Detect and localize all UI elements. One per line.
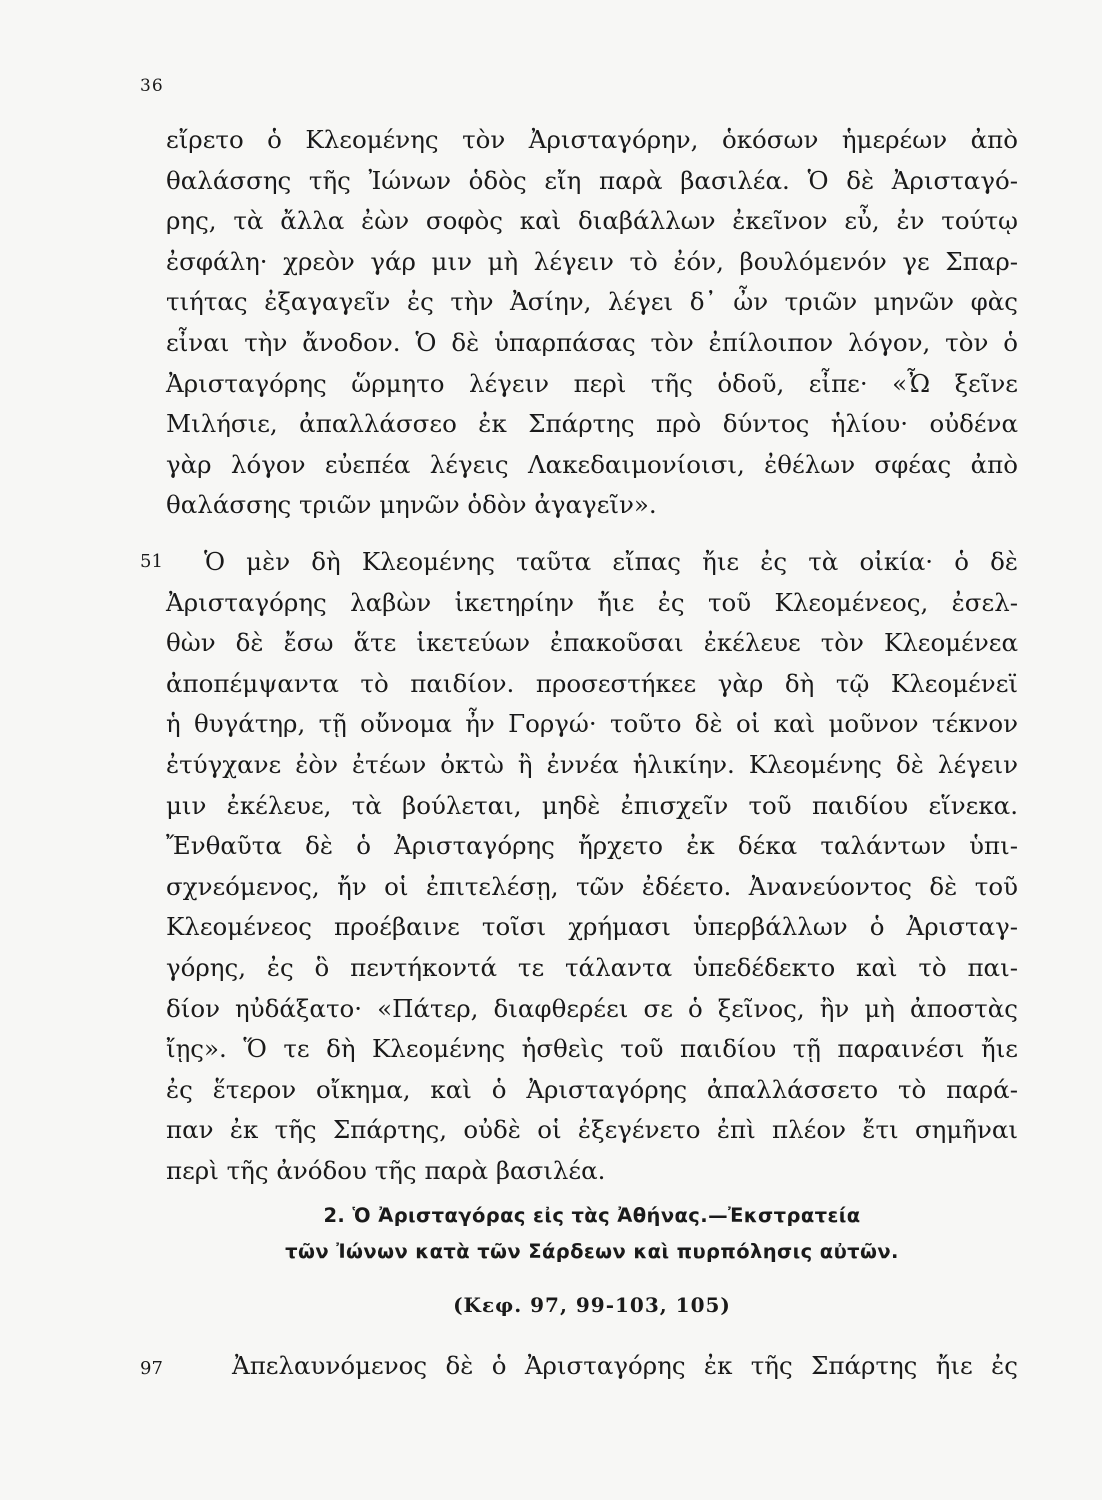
text-line: Ἀρισταγόρης ὥρμητο λέγειν περὶ τῆς ὁδοῦ, εἶπε· «Ὦ ξεῖνε xyxy=(166,368,1018,398)
chapter-reference: (Κεφ. 97, 99-103, 105) xyxy=(453,1293,731,1317)
text-line: Ἀρισταγόρης λαβὼν ἱκετηρίην ἤιε ἐς τοῦ Κλεομένεος, ἐσελ- xyxy=(166,587,1018,617)
text-line: εἶναι τὴν ἄνοδον. Ὁ δὲ ὑπαρπάσας τὸν ἐπίλοιπον λόγον, τὸν ὁ xyxy=(166,327,1018,357)
text-line: ἐτύγχανε ἐὸν ἐτέων ὀκτὼ ἢ ἐννέα ἡλικίην. Κλεομένης δὲ λέγειν xyxy=(166,749,1018,779)
text-line: ἴῃς». Ὅ τε δὴ Κλεομένης ἡσθεὶς τοῦ παιδίου τῇ παραινέσι ἤιε xyxy=(166,1034,1018,1064)
text-line: θαλάσσης τριῶν μηνῶν ὁδὸν ἀγαγεῖν». xyxy=(166,490,657,520)
text-line: εἴρετο ὁ Κλεομένης τὸν Ἀρισταγόρην, ὁκόσων ἡμερέων ἀπὸ xyxy=(166,125,1018,154)
text-line: μιν ἐκέλευε, τὰ βούλεται, μηδὲ ἐπισχεῖν τοῦ παιδίου εἵνεκα. xyxy=(166,790,1018,820)
text-line: γόρης, ἐς ὃ πεντήκοντά τε τάλαντα ὑπεδέδεκτο καὶ τὸ παι- xyxy=(166,952,1018,982)
text-line: Κλεομένεος προέβαινε τοῖσι χρήμασι ὑπερβάλλων ὁ Ἀρισταγ- xyxy=(166,912,1018,942)
paragraph-2 xyxy=(166,542,1018,1192)
text-line: ρης, τὰ ἄλλα ἐὼν σοφὸς καὶ διαβάλλων ἐκεῖνον εὖ, ἐν τούτῳ xyxy=(166,206,1018,236)
text-line: περὶ τῆς ἀνόδου τῆς παρὰ βασιλέα. xyxy=(166,1155,606,1185)
text-line: δίον ηὐδάξατο· «Πάτερ, διαφθερέει σε ὁ ξεῖνος, ἢν μὴ ἀποστὰς xyxy=(166,993,1018,1023)
page-number: 36 xyxy=(140,76,164,96)
chapter-margin-number: 51 xyxy=(140,551,163,572)
section-heading: 2. Ὁ Ἀρισταγόρας εἰς τὰς Ἀθήνας.—Ἐκστρατεία xyxy=(323,1204,861,1227)
paragraph-3 xyxy=(166,1346,1018,1387)
text-line: ἀποπέμψαντα τὸ παιδίον. προσεστήκεε γὰρ δὴ τῷ Κλεομένεϊ xyxy=(166,668,1018,698)
text-line: θὼν δὲ ἔσω ἅτε ἱκετεύων ἐπακοῦσαι ἐκέλευε τὸν Κλεομένεα xyxy=(166,628,1018,658)
text-line: σχνεόμενος, ἤν οἱ ἐπιτελέσῃ, τῶν ἐδέετο. Ἀνανεύοντος δὲ τοῦ xyxy=(166,871,1018,901)
paragraph-1 xyxy=(166,120,1018,526)
text-line: Μιλήσιε, ἀπαλλάσσεο ἐκ Σπάρτης πρὸ δύντος ἡλίου· οὐδένα xyxy=(166,409,1018,439)
text-line: Ἔνθαῦτα δὲ ὁ Ἀρισταγόρης ἤρχετο ἐκ δέκα ταλάντων ὑπι- xyxy=(166,831,1018,861)
text-line: ἐσφάλη· χρεὸν γάρ μιν μὴ λέγειν τὸ ἐόν, βουλόμενόν γε Σπαρ- xyxy=(166,246,1018,276)
text-line: τιήτας ἐξαγαγεῖν ἐς τὴν Ἀσίην, λέγει δ᾽ ὦν τριῶν μηνῶν φὰς xyxy=(166,287,1018,317)
text-line: Ὁ μὲν δὴ Κλεομένης ταῦτα εἴπας ἤιε ἐς τὰ οἰκία· ὁ δὲ xyxy=(204,547,1018,576)
text-line: γὰρ λόγον εὐεπέα λέγεις Λακεδαιμονίοισι, ἐθέλων σφέας ἀπὸ xyxy=(166,449,1018,479)
text-line: ἡ θυγάτηρ, τῇ οὔνομα ἦν Γοργώ· τοῦτο δὲ οἱ καὶ μοῦνον τέκνον xyxy=(166,709,1018,739)
section-heading-continued: τῶν Ἰώνων κατὰ τῶν Σάρδεων καὶ πυρπόλησις αὐτῶν. xyxy=(285,1240,899,1263)
text-line: παν ἐκ τῆς Σπάρτης, οὐδὲ οἱ ἐξεγένετο ἐπὶ πλέον ἔτι σημῆναι xyxy=(166,1115,1018,1145)
text-line: ἐς ἕτερον οἴκημα, καὶ ὁ Ἀρισταγόρης ἀπαλλάσσετο τὸ παρά- xyxy=(166,1074,1018,1104)
chapter-margin-number: 97 xyxy=(140,1358,163,1379)
text-line: θαλάσσης τῆς Ἰώνων ὁδὸς εἴη παρὰ βασιλέα. Ὁ δὲ Ἀρισταγό- xyxy=(166,165,1018,195)
text-line: Ἀπελαυνόμενος δὲ ὁ Ἀρισταγόρης ἐκ τῆς Σπάρτης ἤιε ἐς xyxy=(232,1351,1018,1380)
